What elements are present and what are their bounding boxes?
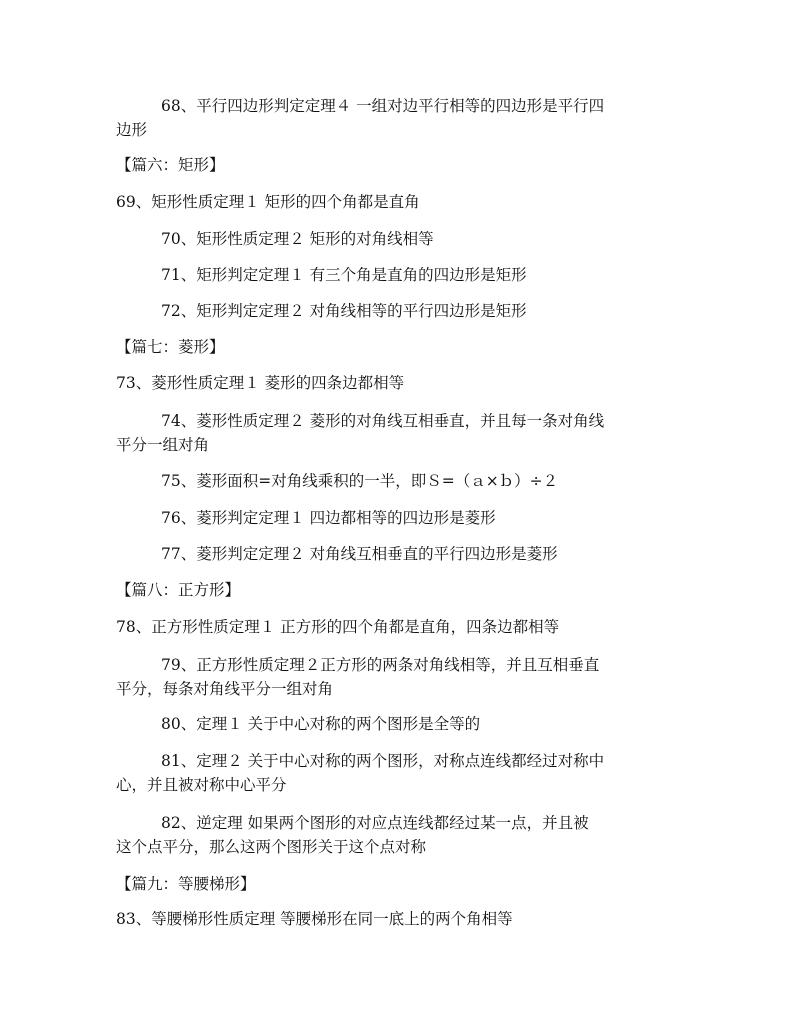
theorem-79-line1: 79、正方形性质定理２正方形的两条对角线相等，并且互相垂直 — [161, 656, 600, 674]
theorem-72: 72、矩形判定定理２ 对角线相等的平行四边形是矩形 — [161, 302, 527, 320]
theorem-79-line2: 平分，每条对角线平分一组对角 — [116, 680, 334, 698]
theorem-76: 76、菱形判定定理１ 四边都相等的四边形是菱形 — [161, 509, 496, 527]
theorem-70: 70、矩形性质定理２ 矩形的对角线相等 — [161, 230, 434, 248]
theorem-77: 77、菱形判定定理２ 对角线互相垂直的平行四边形是菱形 — [161, 545, 558, 563]
theorem-82-line1: 82、逆定理 如果两个图形的对应点连线都经过某一点，并且被 — [161, 814, 589, 832]
theorem-73: 73、菱形性质定理１ 菱形的四条边都相等 — [116, 374, 405, 392]
theorem-75: 75、菱形面积=对角线乘积的一半，即Ｓ=（ａ×ｂ）÷２ — [161, 472, 559, 490]
theorem-71: 71、矩形判定定理１ 有三个角是直角的四边形是矩形 — [161, 266, 527, 284]
theorem-78: 78、正方形性质定理１ 正方形的四个角都是直角，四条边都相等 — [116, 618, 560, 636]
section-heading-isosceles-trapezoid: 【篇九：等腰梯形】 — [116, 875, 256, 893]
theorem-68-line1: 68、平行四边形判定定理４ 一组对边平行相等的四边形是平行四 — [161, 97, 605, 115]
theorem-81-line1: 81、定理２ 关于中心对称的两个图形，对称点连线都经过对称中 — [161, 752, 605, 770]
section-heading-square: 【篇八：正方形】 — [116, 581, 241, 599]
section-heading-rhombus: 【篇七：菱形】 — [116, 338, 225, 356]
theorem-81-line2: 心，并且被对称中心平分 — [116, 776, 287, 794]
section-heading-rectangle: 【篇六：矩形】 — [116, 156, 225, 174]
theorem-69: 69、矩形性质定理１ 矩形的四个角都是直角 — [116, 193, 420, 211]
theorem-74-line1: 74、菱形性质定理２ 菱形的对角线互相垂直，并且每一条对角线 — [161, 412, 605, 430]
theorem-74-line2: 平分一组对角 — [116, 436, 210, 454]
theorem-82-line2: 这个点平分，那么这两个图形关于这个点对称 — [116, 838, 427, 856]
theorem-68-line2: 边形 — [116, 121, 148, 139]
theorem-83: 83、等腰梯形性质定理 等腰梯形在同一底上的两个角相等 — [116, 910, 513, 928]
theorem-80: 80、定理１ 关于中心对称的两个图形是全等的 — [161, 715, 481, 733]
